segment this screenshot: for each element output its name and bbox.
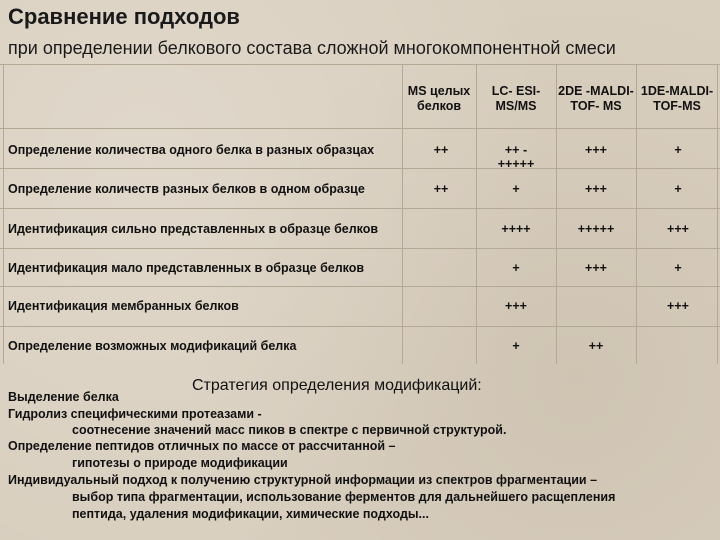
column-header-ms-whole bbox=[402, 84, 476, 114]
table-cell: +++ bbox=[585, 182, 607, 196]
table-cell: ++ bbox=[433, 143, 449, 157]
row-label: Идентификация сильно представленных в образце белков bbox=[8, 222, 379, 236]
column-header-line: TOF-MS bbox=[653, 99, 701, 113]
table-cell: + bbox=[512, 339, 520, 353]
table-col-divider bbox=[3, 64, 4, 364]
table-cell: +++ bbox=[667, 299, 689, 313]
table-cell: + bbox=[674, 182, 682, 196]
table-cell: + bbox=[512, 261, 520, 275]
strategy-line: Индивидуальный подход к получению структурной информации из спектров фрагментации – bbox=[8, 473, 598, 487]
strategy-line: выбор типа фрагментации, использование ферментов для дальнейшего расщепления bbox=[72, 490, 616, 504]
table-cell: ++ bbox=[588, 339, 604, 353]
table-cell: +++++ bbox=[577, 222, 615, 236]
column-header-lc-esi bbox=[476, 84, 556, 114]
strategy-line: пептида, удаления модификации, химические подходы... bbox=[72, 507, 429, 521]
table-cell: ++ bbox=[433, 182, 449, 196]
strategy-line: Определение пептидов отличных по массе от рассчитанной – bbox=[8, 439, 396, 453]
slide-title: Сравнение подходов bbox=[8, 4, 240, 29]
row-label: Определение количеств разных белков в одном образце bbox=[8, 182, 365, 196]
row-label: Определение возможных модификаций белка bbox=[8, 339, 297, 353]
table-row-divider bbox=[0, 286, 720, 287]
column-header-line: MS/MS bbox=[495, 99, 537, 113]
table-border-top bbox=[0, 64, 720, 65]
column-header-line: TOF- MS bbox=[570, 99, 622, 113]
column-header-line: 1DE-MALDI- bbox=[640, 84, 714, 98]
row-label: Идентификация мембранных белков bbox=[8, 299, 239, 313]
column-header-1de-maldi bbox=[636, 84, 718, 114]
column-header-line: белков bbox=[416, 99, 462, 113]
table-cell: +++ bbox=[667, 222, 689, 236]
table-cell: ++ - +++++ bbox=[497, 143, 535, 171]
table-cell: + bbox=[674, 143, 682, 157]
table-row-divider bbox=[0, 248, 720, 249]
table-cell: + bbox=[512, 182, 520, 196]
strategy-line: соотнесение значений масс пиков в спектре с первичной структурой. bbox=[72, 423, 507, 437]
table-row-divider bbox=[0, 168, 720, 169]
strategy-line: Выделение белка bbox=[8, 390, 119, 404]
table-cell: ++++ bbox=[501, 222, 531, 236]
table-cell: +++ bbox=[585, 143, 607, 157]
table-row-divider bbox=[0, 326, 720, 327]
slide-subtitle: при определении белкового состава сложной многокомпонентной смеси bbox=[8, 38, 616, 58]
strategy-line: гипотезы о природе модификации bbox=[72, 456, 288, 470]
column-header-line: 2DE -MALDI- bbox=[558, 84, 634, 98]
table-cell: + bbox=[674, 261, 682, 275]
table-row-divider bbox=[0, 128, 720, 129]
table-row-divider bbox=[0, 208, 720, 209]
column-header-2de-maldi bbox=[556, 84, 636, 114]
column-header-line: LC- ESI- bbox=[491, 84, 541, 98]
column-header-line: MS целых bbox=[407, 84, 471, 98]
strategy-title: Стратегия определения модификаций: bbox=[192, 377, 482, 394]
row-label: Идентификация мало представленных в образце белков bbox=[8, 261, 365, 275]
strategy-line: Гидролиз специфическими протеазами - bbox=[8, 407, 262, 421]
table-cell: +++ bbox=[585, 261, 607, 275]
row-label: Определение количества одного белка в разных образцах bbox=[8, 143, 375, 157]
table-cell: +++ bbox=[505, 299, 527, 313]
